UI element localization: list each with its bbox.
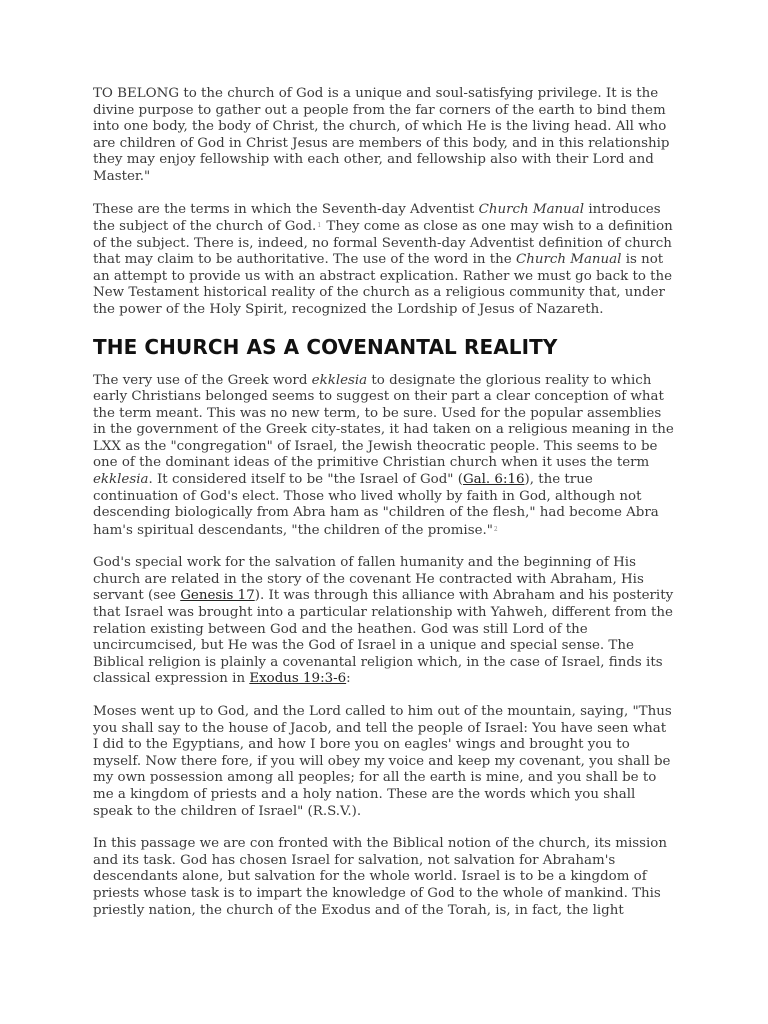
emphasis-church-manual: Church Manual — [478, 201, 585, 217]
emphasis-ekklesia: ekklesia — [311, 372, 368, 388]
footnote-marker-1[interactable]: 1 — [317, 222, 322, 230]
paragraph-mission: In this passage we are con fronted with the Biblical notion of the church, its mission and its task. God has chosen Israel for salvation, not salvation for Abraham's descendants alone, but salvation for the whole world. Israel is to be a kingdom of priests whose task is to impart the knowledge of God to the whole of mankind. This priestly nation, the church of the Exodus and of the Torah, is, in fact, the light — [93, 836, 667, 918]
paragraph-exodus-quote: Moses went up to God, and the Lord called to him out of the mountain, saying, "Thus you shall say to the house of Jacob, and tell the people of Israel: You have seen what I did to the Egyptians, and how I bore you on eagles' wings and brought you to myself. Now there fore, if you will obey my voice and keep my covenant, you shall be my own possession among all peoples; for all the earth is mine, and you shall be to me a kingdom of priests and a holy nation. These are the words which you shall speak to the children of Israel" (R.S.V.). — [93, 704, 672, 819]
footnote-marker-2[interactable]: 2 — [493, 525, 498, 533]
scripture-link-genesis[interactable]: Genesis 17 — [180, 588, 255, 604]
text-span: to designate the glorious reality to which early Christians belonged seems to suggest on their part a clear conception of what the term meant. This was no new term, to be sure. Used for the popular assemblies in the government of the Greek city-states, it had taken on a religious meaning in the LXX as the "congregation" of Israel, the Jewish theocratic people. This seems to be one of the dominant ideas of the primitive Christian church when it uses the term — [93, 372, 674, 471]
text-span: . It considered itself to be "the Israel of God" ( — [148, 472, 463, 488]
paragraph-covenant-abraham — [93, 555, 675, 688]
text-span: ). It was through this alliance with Abraham and his posterity that Israel was brought into a particular relationship with Yahweh, different from the relation existing between God and the heathen. God was still Lord of the uncircumcised, but He was the God of Israel in a unique and special sense. The Biblical religion is plainly a covenantal religion which, in the case of Israel, finds its classical expression in — [93, 588, 674, 687]
text-span: These are the terms in which the Seventh-day Adventist — [93, 201, 479, 217]
emphasis-ekklesia: ekklesia — [93, 472, 149, 488]
text-span: The very use of the Greek word — [93, 372, 312, 388]
text-span: ), the true continuation of God's elect. Those who lived wholly by faith in God, although not descending biologically from Abra ham as "children of the flesh," had become Abra ham's spiritual descendants, "the children of the promise." — [93, 472, 659, 538]
text-span: God's special work for the salvation of fallen humanity and the beginning of His church are related in the story of the covenant He contracted with Abraham, His servant (see — [93, 555, 644, 604]
section-heading: THE CHURCH AS A COVENANTAL REALITY — [93, 334, 558, 359]
paragraph-church-manual — [93, 202, 675, 319]
text-span: introduces the subject of the church of God. — [93, 201, 661, 234]
paragraph-ekklesia — [93, 373, 675, 540]
text-span: They come as close as one may wish to a definition of the subject. There is, indeed, no formal Seventh-day Adventist definition of church that may claim to be authoritative. The use of the word in the — [93, 218, 673, 268]
text-span: is not an attempt to provide us with an abstract explication. Rather we must go back to the New Testament historical reality of the church as a religious community that, under the power of the Holy Spirit, recognized the Lordship of Jesus of Nazareth. — [93, 252, 673, 317]
scripture-link-exodus[interactable]: Exodus 19:3-6 — [249, 671, 347, 687]
scripture-link-galatians[interactable]: Gal. 6:16 — [462, 472, 525, 488]
paragraph-intro-quote: TO BELONG to the church of God is a unique and soul-satisfying privilege. It is the divine purpose to gather out a people from the far corners of the earth to bind them into one body, the body of Christ, the church, of which He is the living head. All who are children of God in Christ Jesus are members of this body, and in this relationship they may enjoy fellowship with each other, and fellowship also with their Lord and Master." — [93, 86, 670, 184]
emphasis-church-manual: Church Manual — [515, 252, 622, 268]
text-span: : — [346, 671, 351, 687]
article-body — [93, 86, 675, 935]
